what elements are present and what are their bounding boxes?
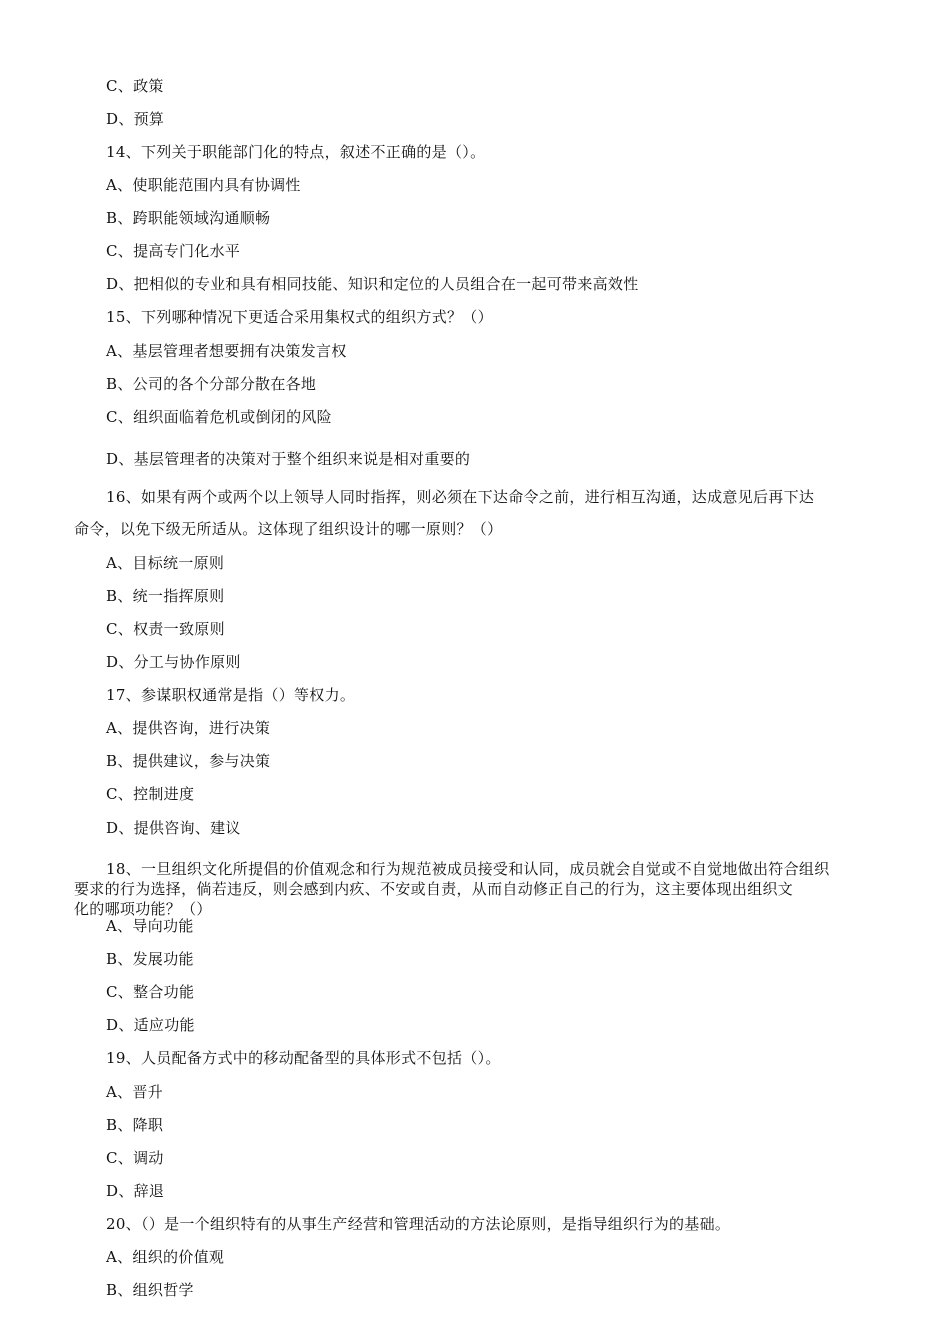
- question-line: 化的哪项功能？（）: [74, 900, 212, 918]
- option-line: C、整合功能: [106, 983, 195, 1001]
- option-line: A、使职能范围内具有协调性: [106, 176, 301, 194]
- question-line: 14、下列关于职能部门化的特点，叙述不正确的是（）。: [106, 143, 486, 161]
- option-line: D、分工与协作原则: [106, 653, 241, 671]
- option-line: A、晋升: [106, 1083, 164, 1101]
- option-line: D、把相似的专业和具有相同技能、知识和定位的人员组合在一起可带来高效性: [106, 275, 639, 293]
- option-line: D、基层管理者的决策对于整个组织来说是相对重要的: [106, 450, 471, 468]
- option-line: C、组织面临着危机或倒闭的风险: [106, 408, 332, 426]
- option-line: B、降职: [106, 1116, 164, 1134]
- option-line: D、预算: [106, 110, 165, 128]
- option-line: A、导向功能: [106, 917, 194, 935]
- option-line: A、组织的价值观: [106, 1248, 225, 1266]
- question-line: 19、人员配备方式中的移动配备型的具体形式不包括（）。: [106, 1049, 501, 1067]
- option-line: D、适应功能: [106, 1016, 195, 1034]
- option-line: A、提供咨询，进行决策: [106, 719, 271, 737]
- option-line: C、调动: [106, 1149, 164, 1167]
- option-line: C、提高专门化水平: [106, 242, 241, 260]
- option-line: C、权责一致原则: [106, 620, 225, 638]
- option-line: A、目标统一原则: [106, 554, 225, 572]
- question-line: 命令，以免下级无所适从。这体现了组织设计的哪一原则？（）: [74, 520, 503, 538]
- option-line: C、政策: [106, 77, 164, 95]
- option-line: D、提供咨询、建议: [106, 819, 241, 837]
- option-line: C、控制进度: [106, 785, 195, 803]
- option-line: B、提供建议，参与决策: [106, 752, 271, 770]
- question-line: 20、（）是一个组织特有的从事生产经营和管理活动的方法论原则，是指导组织行为的基础。: [106, 1215, 731, 1233]
- option-line: B、发展功能: [106, 950, 194, 968]
- option-line: B、统一指挥原则: [106, 587, 225, 605]
- question-line: 18、一旦组织文化所提倡的价值观念和行为规范被成员接受和认同，成员就会自觉或不自觉地做出符合组织: [106, 860, 830, 878]
- option-line: A、基层管理者想要拥有决策发言权: [106, 342, 347, 360]
- question-line: 要求的行为选择，倘若违反，则会感到内疚、不安或自责，从而自动修正自己的行为，这主要体现出组织文: [74, 880, 794, 898]
- question-line: 15、下列哪种情况下更适合采用集权式的组织方式？（）: [106, 308, 493, 326]
- question-line: 16、如果有两个或两个以上领导人同时指挥，则必须在下达命令之前，进行相互沟通，达成意见后再下达: [106, 488, 815, 506]
- option-line: D、辞退: [106, 1182, 165, 1200]
- option-line: B、组织哲学: [106, 1281, 194, 1299]
- question-line: 17、参谋职权通常是指（）等权力。: [106, 686, 356, 704]
- option-line: B、跨职能领域沟通顺畅: [106, 209, 271, 227]
- option-line: B、公司的各个分部分散在各地: [106, 375, 317, 393]
